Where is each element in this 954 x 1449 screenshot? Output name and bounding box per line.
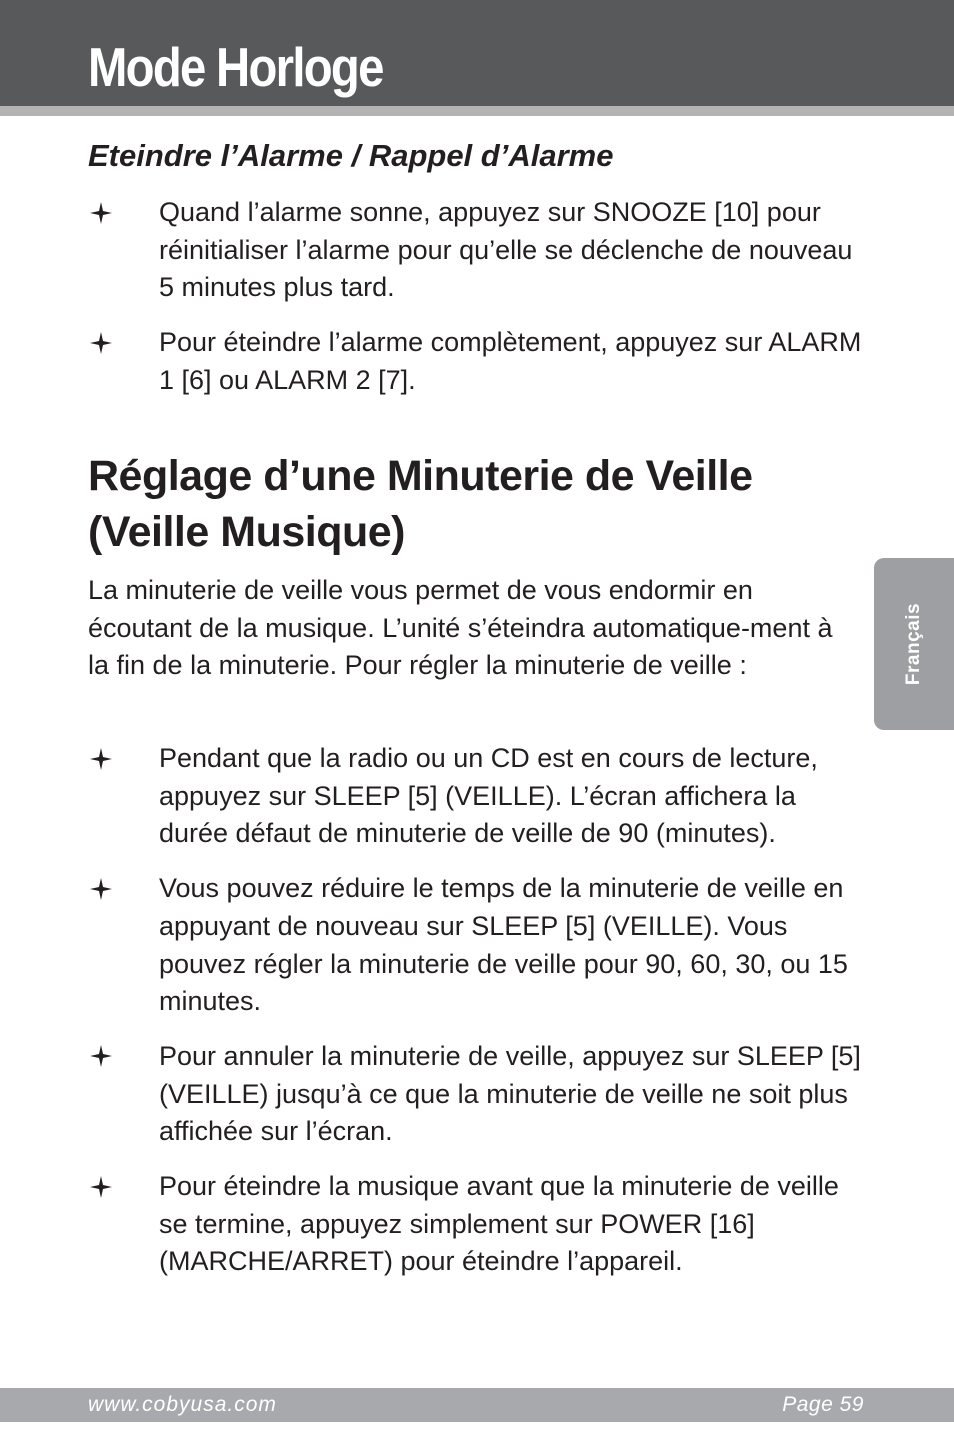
alarm-section-title: Eteindre l’Alarme / Rappel d’Alarme: [88, 138, 614, 173]
four-point-star-icon: [88, 870, 114, 907]
list-item-text: Pour éteindre la musique avant que la minuterie de veille se termine, appuyez simplement sur POWER [16] (MARCHE/ARRET) pour éteindre l’appareil.: [159, 1171, 839, 1277]
four-point-star-icon: [88, 1168, 114, 1205]
language-tab-label: Français: [903, 602, 924, 686]
list-item-text: Quand l’alarme sonne, appuyez sur SNOOZE [10] pour réinitialiser l’alarme pour qu’elle se déclenche de nouveau 5 minutes plus tard.: [159, 197, 853, 303]
list-item: [88, 1038, 868, 1151]
four-point-star-icon: [88, 324, 114, 361]
page-number: Page 59: [782, 1393, 864, 1416]
sleep-bullet-list: [88, 740, 868, 1281]
alarm-bullet-list: [88, 194, 868, 400]
sleep-section-title: Réglage d’une Minuterie de Veille (Veille Musique): [88, 452, 753, 556]
list-item: [88, 740, 868, 853]
list-item-text: Pour annuler la minuterie de veille, appuyez sur SLEEP [5] (VEILLE) jusqu’à ce que la minuterie de veille ne soit plus affichée sur l’écran.: [159, 1040, 861, 1147]
list-item-text: Pour éteindre l’alarme complètement, appuyez sur ALARM 1 [6] ou ALARM 2 [7].: [159, 327, 862, 395]
list-item: [88, 324, 868, 399]
four-point-star-icon: [88, 740, 114, 777]
sleep-intro-paragraph: La minuterie de veille vous permet de vous endormir en écoutant de la musique. L’unité s’éteindra automatique-ment à la fin de la minuterie. Pour régler la minuterie de veille :: [88, 575, 833, 681]
header-divider: [0, 106, 954, 116]
four-point-star-icon: [88, 1038, 114, 1075]
four-point-star-icon: [88, 194, 114, 231]
list-item-text: Vous pouvez réduire le temps de la minuterie de veille en appuyant de nouveau sur SLEEP [5] (VEILLE). Vous pouvez régler la minuterie de veille pour 90, 60, 30, ou 15 minutes.: [159, 873, 848, 1017]
language-tab: [874, 558, 954, 730]
list-item: [88, 194, 868, 307]
footer-url: www.cobyusa.com: [88, 1393, 277, 1416]
page-title: Mode Horloge: [88, 36, 383, 98]
list-item: [88, 870, 868, 1021]
list-item-text: Pendant que la radio ou un CD est en cours de lecture, appuyez sur SLEEP [5] (VEILLE). L’écran affichera la durée défaut de minuterie de veille de 90 (minutes).: [159, 743, 818, 849]
list-item: [88, 1168, 868, 1281]
